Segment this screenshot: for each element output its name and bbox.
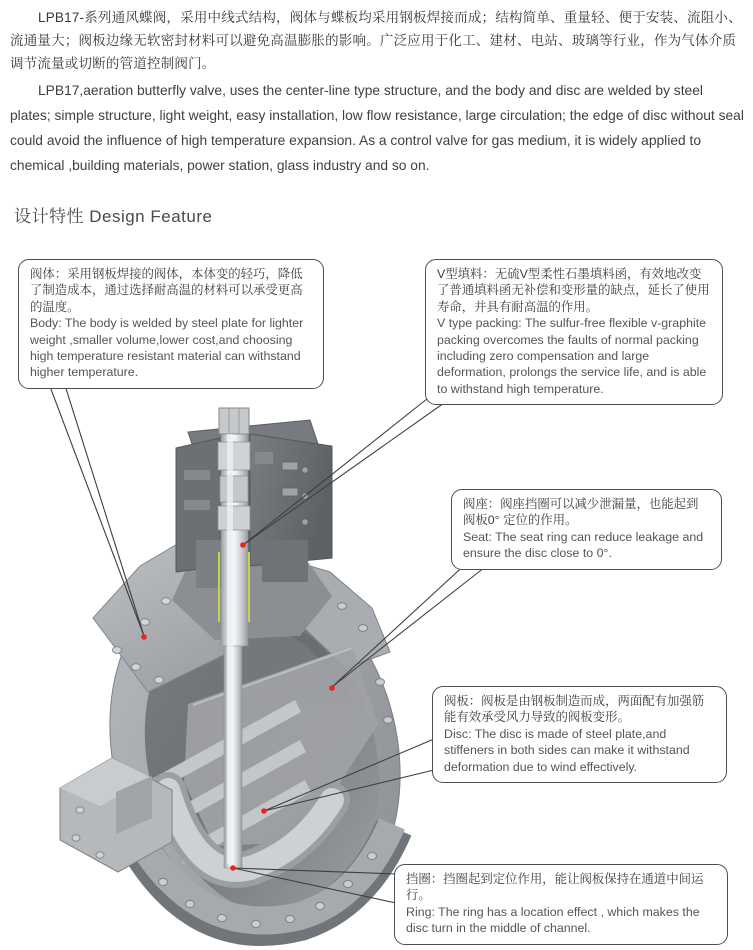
marker-disc [261, 808, 267, 814]
callout-disc [432, 686, 727, 783]
callout-disc-cn: 阀板：阀板是由钢板制造而成，两面配有加强筋能有效承受风力导致的阀板变形。 [444, 694, 705, 725]
callout-v-packing-en: V type packing: The sulfur-free flexible v-graphite packing overcomes the faults of normal packing including zero compensation and large deformation, prolongs the service life, and is able to withstand high temperature. [437, 316, 707, 396]
callout-body [18, 259, 324, 389]
marker-seat [329, 685, 335, 691]
callout-ring-en: Ring: The ring has a location effect , which makes the disc turn in the middle of channel. [406, 904, 700, 936]
bracket-foot-right [262, 540, 308, 582]
stem-coupling-3 [218, 506, 250, 530]
stem-coupling-2 [220, 476, 248, 502]
intro-paragraph-cn: LPB17-系列通风蝶阀，采用中线式结构，阀体与蝶板均采用钢板焊接而成；结构简单、重量轻、便于安装、流阻小、流通量大；阀板边缘无软密封材料可以避免高温膨胀的影响。广泛应用于化工、建材、电站、玻璃等行业，作为气体介质调节流量或切断的管道控制阀门。 [10, 10, 742, 71]
callout-v-packing [425, 259, 723, 405]
callout-seat [451, 489, 722, 570]
callout-disc-en: Disc: The disc is made of steel plate,and stiffeners in both sides can make it withstand deformation due to wind effectively. [444, 726, 690, 774]
callout-body-en: Body: The body is welded by steel plate for lighter weight ,smaller volume,lower cost,and choosing high temperature resistant material can withstand higher temperature. [30, 316, 304, 380]
stem-highlight [227, 434, 233, 864]
callout-seat-en: Seat: The seat ring can reduce leakage and ensure the disc close to 0°. [463, 529, 704, 561]
stem-hex-nut [219, 408, 249, 434]
stem-coupling-1 [218, 442, 250, 470]
callout-seat-cn: 阀座：阀座挡圈可以减少泄漏量，也能起到阀板0° 定位的作用。 [463, 497, 699, 528]
callout-body-cn: 阀体：采用钢板焊接的阀体，本体变的轻巧，降低了制造成本，通过选择耐高温的材料可以承受更高的温度。 [30, 267, 303, 314]
callout-v-packing-cn: V型填料：无硫V型柔性石墨填料函，有效地改变了普通填料函无补偿和变形量的缺点，延长了使用寿命，并具有耐高温的作用。 [437, 267, 710, 314]
leader-body [40, 360, 144, 636]
section-title: 设计特性 Design Feature [14, 207, 213, 226]
marker-ring [230, 865, 236, 871]
intro-paragraph-en: LPB17,aeration butterfly valve, uses the center-line type structure, and the body and disc are welded by steel plates; simple structure, light weight, easy installation, low flow resistance, large circulation; the edge of disc without seal could avoid the influence of high temperature expansion. As a control valve for gas medium, it is widely applied to chemical ,building materials, power station, glass industry and so on. [10, 83, 744, 173]
callout-ring [394, 864, 728, 945]
marker-v-packing [240, 542, 246, 548]
callout-ring-cn: 挡圈：挡圈起到定位作用，能让阀板保持在通道中间运行。 [406, 872, 704, 903]
marker-body [141, 634, 147, 640]
